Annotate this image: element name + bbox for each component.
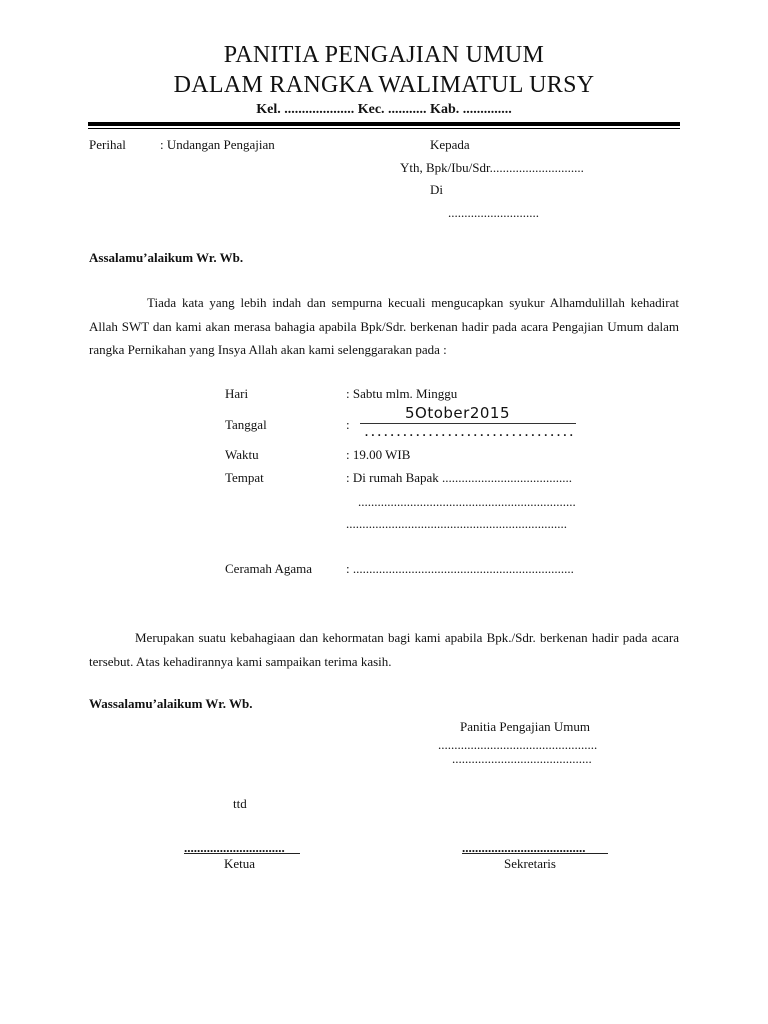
hari-label: Hari — [225, 386, 249, 401]
hari-value: : Sabtu mlm. Minggu — [346, 386, 458, 401]
header-divider-thin — [88, 128, 680, 129]
di-label: Di — [430, 182, 443, 197]
sekretaris-dots: ...................................... — [462, 840, 586, 855]
tempat-value: : Di rumah Bapak ........................................ — [346, 470, 573, 485]
di-dots: ............................ — [448, 205, 539, 220]
ceramah-value: : .................................................................... — [346, 561, 574, 576]
letterhead-address: Kel. .................... Kec. ........... Kab. .............. — [256, 102, 512, 117]
waktu-value: : 19.00 WIB — [346, 447, 411, 462]
tempat-label: Tempat — [225, 470, 264, 485]
committee-name: Panitia Pengajian Umum — [460, 719, 590, 734]
committee-dots-1: ................................................. — [438, 737, 598, 752]
farewell: Wassalamu’alaikum Wr. Wb. — [89, 696, 253, 711]
tanggal-label: Tanggal — [225, 417, 267, 432]
tempat-dots-2: .................................................................... — [346, 516, 567, 531]
tempat-dots-1: ................................................................... — [358, 494, 576, 509]
letterhead-title-1: PANITIA PENGAJIAN UMUM — [223, 42, 545, 68]
letterhead-title-2: DALAM RANGKA WALIMATUL URSY — [173, 72, 595, 98]
ketua-role: Ketua — [224, 856, 256, 871]
ketua-signature-line — [184, 853, 300, 854]
committee-dots-2: ........................................... — [452, 751, 592, 766]
waktu-label: Waktu — [225, 447, 259, 462]
closing-paragraph: Merupakan suatu kebahagiaan dan kehormatan bagi kami apabila Bpk./Sdr. berkenan hadir pada acara tersebut. Atas kehadirannya kami sampaikan terima kasih. — [89, 630, 679, 669]
ketua-dots: ............................... — [184, 840, 285, 855]
tanggal-underline — [360, 423, 576, 424]
perihal-value: : Undangan Pengajian — [160, 137, 275, 152]
kepada-label: Kepada — [430, 137, 470, 152]
sekretaris-signature-line — [462, 853, 608, 854]
tanggal-dots: . . . . . . . . . . . . . . . . . . . . . . . . . . . . . . . . . — [365, 425, 573, 439]
recipient-line: Yth, Bpk/Ibu/Sdr............................. — [400, 160, 584, 175]
sekretaris-role: Sekretaris — [504, 856, 556, 871]
tanggal-handwritten: 5Otober2015 — [405, 404, 510, 422]
header-divider-thick — [88, 122, 680, 126]
ceramah-label: Ceramah Agama — [225, 561, 312, 576]
greeting: Assalamu’alaikum Wr. Wb. — [89, 250, 244, 265]
tanggal-colon: : — [346, 417, 350, 432]
body-paragraph: Tiada kata yang lebih indah dan sempurna kecuali mengucapkan syukur Alhamdulillah kehadirat Allah SWT dan kami akan merasa bahagia apabila Bpk/Sdr. berkenan hadir pada acara Pengajian Umum dalam rangka Pernikahan yang Insya Allah akan kami selenggarakan pada : — [89, 295, 679, 357]
ttd-mark: ttd — [233, 796, 247, 811]
perihal-label: Perihal — [89, 137, 126, 152]
